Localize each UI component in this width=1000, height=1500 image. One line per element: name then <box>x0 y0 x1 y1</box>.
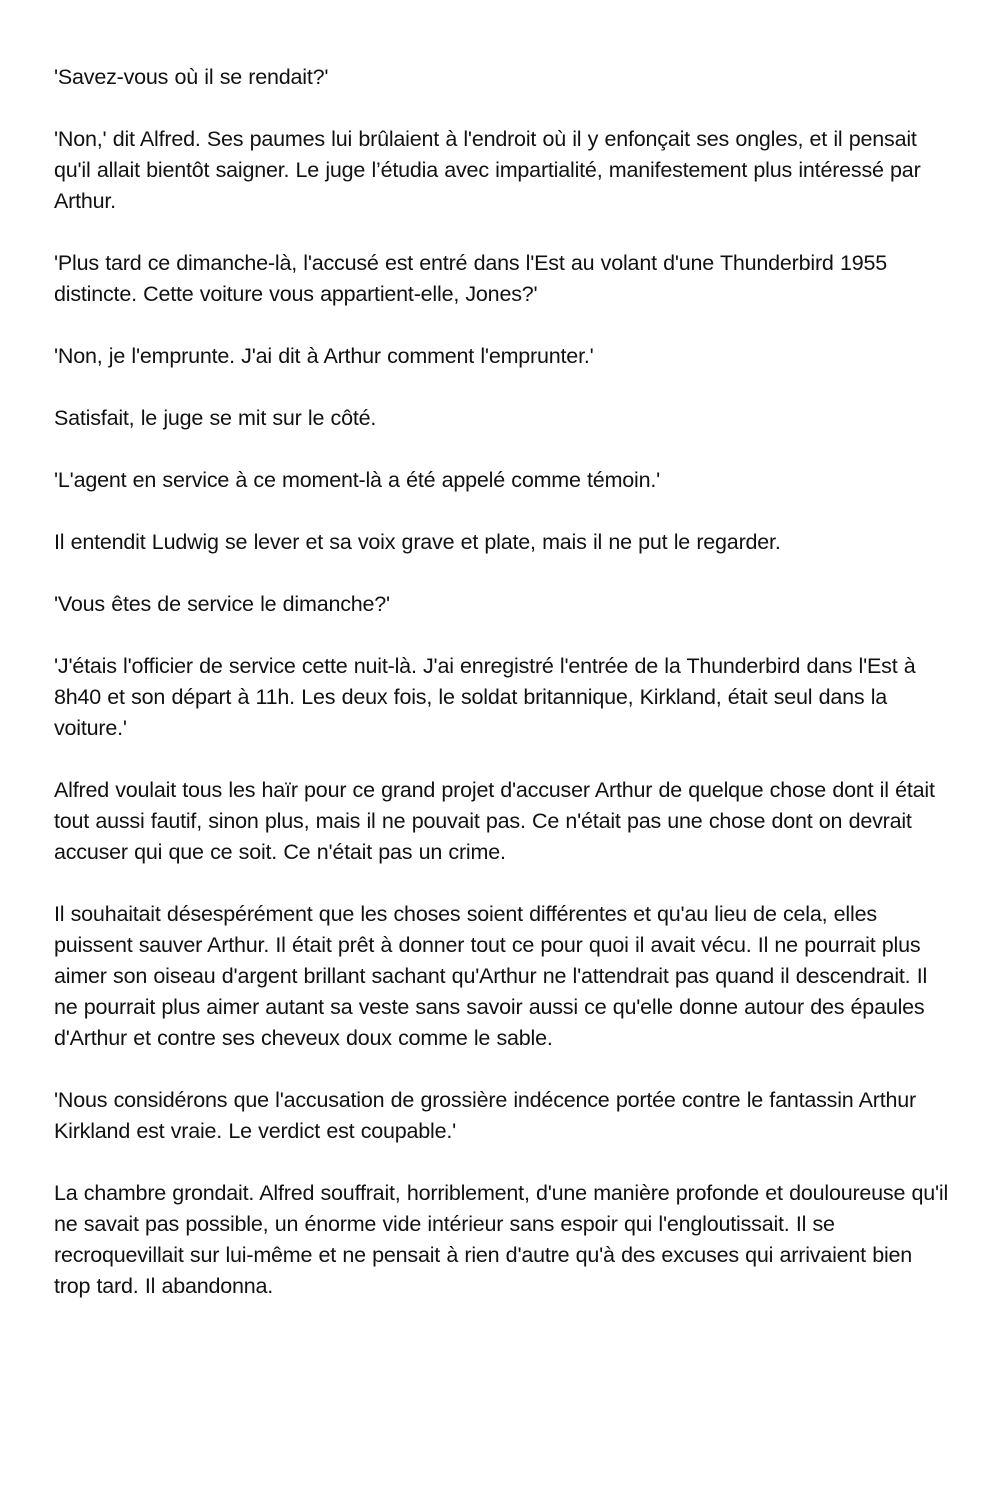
paragraph-2: 'Non,' dit Alfred. Ses paumes lui brûlaient à l'endroit où il y enfonçait ses ongles, et il pensait qu'il allait bientôt saigner. Le juge l’étudia avec impartialité, manifestement plus intéressé par Arthur. <box>54 127 921 213</box>
paragraph-12: 'Nous considérons que l'accusation de grossière indécence portée contre le fantassin Arthur Kirkland est vraie. Le verdict est coupable.' <box>54 1088 916 1143</box>
paragraph-11: Il souhaitait désespérément que les choses soient différentes et qu'au lieu de cela, elles puissent sauver Arthur. Il était prêt à donner tout ce pour quoi il avait vécu. Il ne pourrait plus aimer son oiseau d'argent brillant sachant qu'Arthur ne l'attendrait pas quand il descendrait. Il ne pourrait plus aimer autant sa veste sans savoir aussi ce qu'elle donne autour des épaules d'Arthur et contre ses cheveux doux comme le sable. <box>54 902 928 1050</box>
paragraph-7: Il entendit Ludwig se lever et sa voix grave et plate, mais il ne put le regarder. <box>54 530 781 554</box>
paragraph-10: Alfred voulait tous les haïr pour ce grand projet d'accuser Arthur de quelque chose dont il était tout aussi fautif, sinon plus, mais il ne pouvait pas. Ce n'était pas une chose dont on devrait accuser qui que ce soit. Ce n'était pas un crime. <box>54 778 935 864</box>
paragraph-6: 'L'agent en service à ce moment-là a été appelé comme témoin.' <box>54 468 661 492</box>
paragraph-3: 'Plus tard ce dimanche-là, l'accusé est entré dans l'Est au volant d'une Thunderbird 1955 distincte. Cette voiture vous appartient-elle, Jones?' <box>54 251 887 306</box>
paragraph-4: 'Non, je l'emprunte. J'ai dit à Arthur comment l'emprunter.' <box>54 344 594 368</box>
document-page <box>54 62 954 1333</box>
paragraph-1: 'Savez-vous où il se rendait?' <box>54 65 329 89</box>
paragraph-13: La chambre grondait. Alfred souffrait, horriblement, d'une manière profonde et douloureuse qu'il ne savait pas possible, un énorme vide intérieur sans espoir qui l'engloutissait. Il se recroquevillait sur lui-même et ne pensait à rien d'autre qu'à des excuses qui arrivaient bien trop tard. Il abandonna. <box>54 1181 949 1298</box>
paragraph-9: 'J'étais l'officier de service cette nuit-là. J'ai enregistré l'entrée de la Thunderbird dans l'Est à 8h40 et son départ à 11h. Les deux fois, le soldat britannique, Kirkland, était seul dans la voiture.' <box>54 654 916 740</box>
paragraph-8: 'Vous êtes de service le dimanche?' <box>54 592 390 616</box>
paragraph-5: Satisfait, le juge se mit sur le côté. <box>54 406 377 430</box>
